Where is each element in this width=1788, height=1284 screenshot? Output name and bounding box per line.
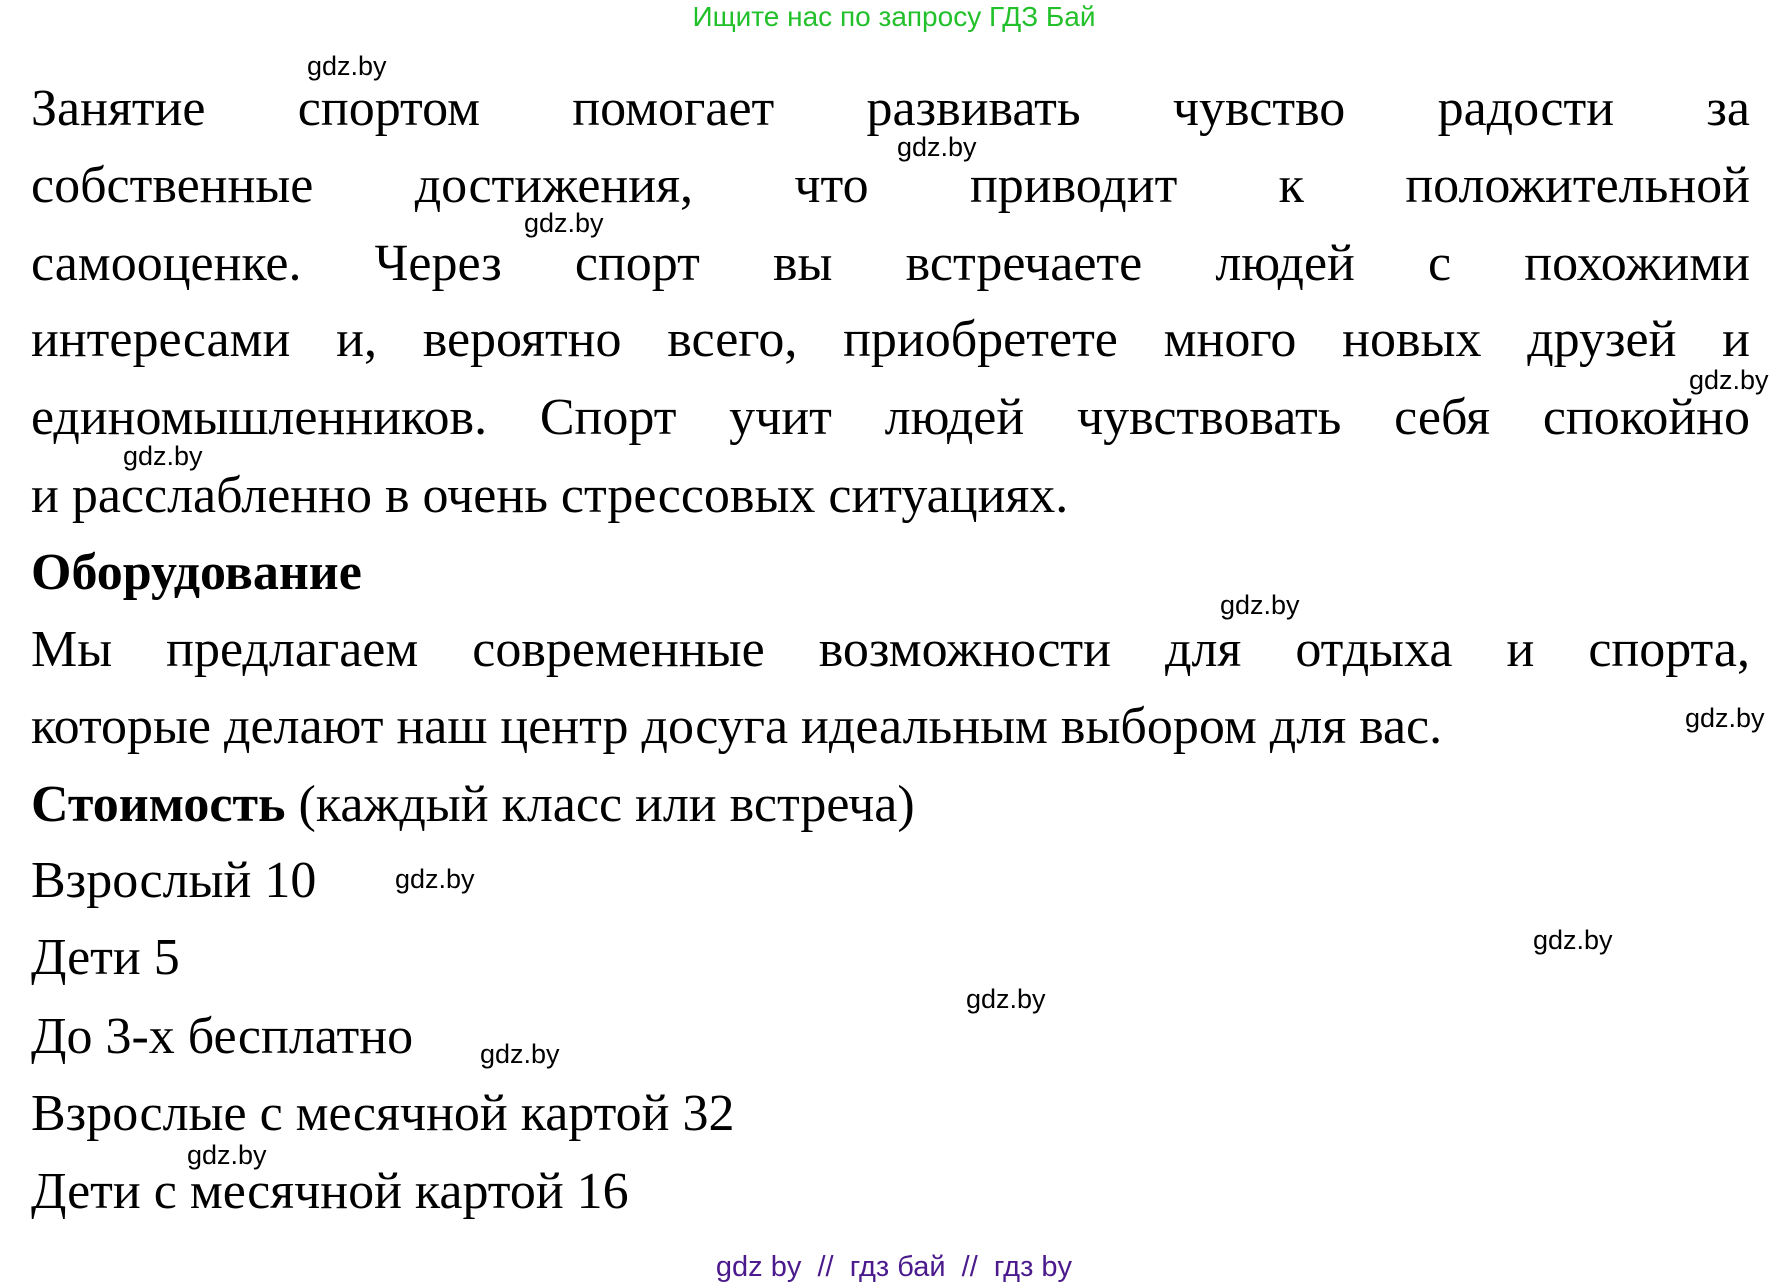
paragraph-line: собственные достижения, что приводит к положительной <box>31 157 1750 214</box>
equipment-line: Мы предлагаем современные возможности для отдыха и спорта, <box>31 621 1750 678</box>
price-item: До 3-х бесплатно <box>31 1008 414 1065</box>
watermark: gdz.by <box>1220 590 1300 620</box>
cost-heading-line <box>31 775 1750 835</box>
paragraph-line: интересами и, вероятно всего, приобретете много новых друзей и <box>31 311 1750 368</box>
watermark: gdz.by <box>480 1039 560 1069</box>
watermark: gdz.by <box>123 441 203 471</box>
paragraph-line: самооценке. Через спорт вы встречаете людей с похожими <box>31 235 1750 292</box>
paragraph-line: Занятие спортом помогает развивать чувство радости за <box>31 80 1750 137</box>
watermark: gdz.by <box>1689 365 1769 395</box>
watermark: gdz.by <box>524 208 604 238</box>
watermark: gdz.by <box>966 984 1046 1014</box>
paragraph-line: единомышленников. Спорт учит людей чувствовать себя спокойно <box>31 389 1750 446</box>
price-item: Дети с месячной картой 16 <box>31 1163 629 1220</box>
watermark: gdz.by <box>1685 703 1765 733</box>
equipment-heading: Оборудование <box>31 544 362 601</box>
watermark: gdz.by <box>897 132 977 162</box>
watermark: gdz.by <box>307 51 387 81</box>
price-item: Взрослый 10 <box>31 852 317 909</box>
cost-note: (каждый класс или встреча) <box>285 776 915 833</box>
equipment-line: которые делают наш центр досуга идеальным выбором для вас. <box>31 698 1443 755</box>
watermark: gdz.by <box>395 864 475 894</box>
price-item: Взрослые с месячной картой 32 <box>31 1085 735 1142</box>
search-banner: Ищите нас по запросу ГДЗ Бай <box>692 1 1096 32</box>
price-item: Дети 5 <box>31 929 180 986</box>
cost-heading: Стоимость <box>31 776 286 833</box>
footer-links: gdz by // гдз бай // гдз by <box>715 1251 1073 1283</box>
watermark: gdz.by <box>1533 925 1613 955</box>
paragraph-line: и расслабленно в очень стрессовых ситуациях. <box>31 467 1069 524</box>
watermark: gdz.by <box>187 1140 267 1170</box>
